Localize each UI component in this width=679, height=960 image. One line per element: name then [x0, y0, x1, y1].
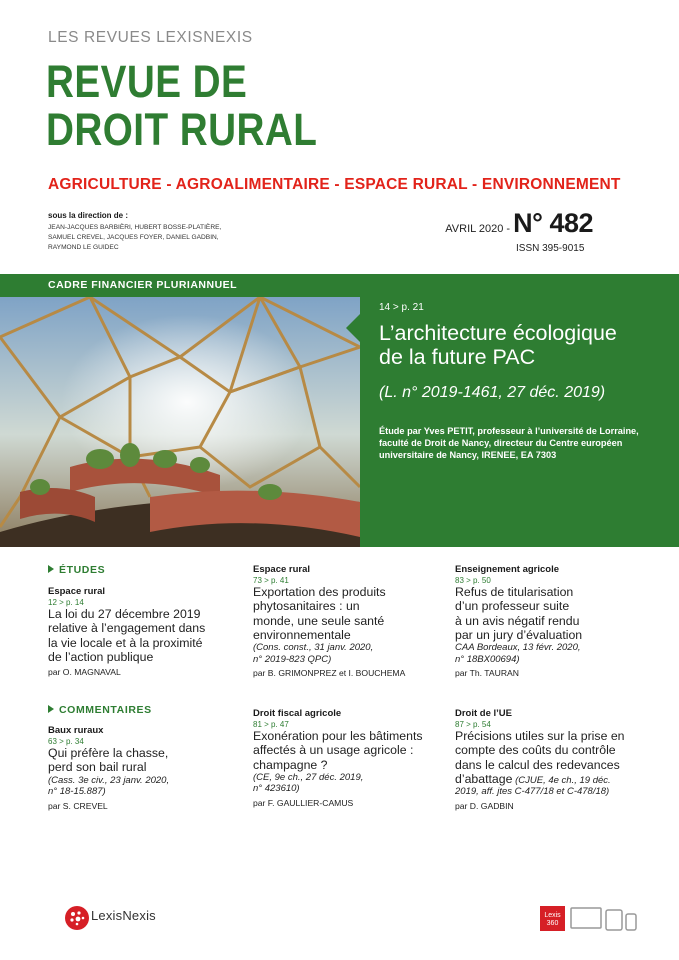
- issue-number: N° 482: [513, 208, 593, 238]
- article-title-line: affectés à un usage agricole :: [253, 743, 414, 758]
- article-citation-line: n° 18-15.887): [48, 786, 106, 798]
- lexis360-badge: [540, 906, 565, 931]
- article-title-line: d’un professeur suite: [455, 599, 570, 614]
- direction-names-line: SAMUEL CREVEL, JACQUES FOYER, DANIEL GADBIN,: [48, 233, 219, 241]
- journal-subtitle: AGRICULTURE - AGROALIMENTAIRE - ESPACE RURAL - ENVIRONNEMENT: [48, 176, 621, 193]
- issue-info: [445, 208, 593, 239]
- article-rubric: Espace rural: [48, 586, 106, 597]
- badge-line: Lexis: [544, 912, 561, 919]
- section-commentaires: [48, 704, 152, 716]
- article-title: [48, 607, 228, 664]
- journal-title: [46, 58, 317, 154]
- article-citation: [253, 642, 433, 665]
- article-rubric: Enseignement agricole: [455, 564, 560, 575]
- article-ref: 73 > p. 41: [253, 576, 289, 585]
- devices-icon: [570, 906, 640, 937]
- series-name: LES REVUES LEXISNEXIS: [48, 29, 253, 46]
- article-ref: 81 > p. 47: [253, 720, 289, 729]
- article-author: par D. GADBIN: [455, 800, 514, 811]
- issue-date: AVRIL 2020 -: [445, 223, 514, 235]
- article-title-line: Qui préfère la chasse,: [48, 746, 169, 760]
- article-title-line: dans le calcul des redevances: [455, 757, 620, 772]
- triangle-icon: [48, 565, 54, 573]
- article-title: [455, 585, 635, 642]
- article-produits-phytosanitaires[interactable]: [253, 564, 433, 678]
- article-rubric: Baux ruraux: [48, 725, 104, 736]
- feature-citation: (L. n° 2019-1461, 27 déc. 2019): [379, 384, 606, 401]
- issn: ISSN 395-9015: [516, 243, 585, 254]
- article-title-line: perd son bail rural: [48, 760, 147, 775]
- article-title-line: Exportation des produits: [253, 585, 386, 599]
- article-citation-line: (Cass. 3e civ., 23 janv. 2020,: [48, 774, 170, 786]
- article-citation-line: n° 423610): [253, 783, 300, 795]
- article-citation-line: n° 18BX00694): [455, 653, 520, 665]
- article-title-line: champagne ?: [253, 757, 328, 772]
- direction-names-line: JEAN-JACQUES BARBIÈRI, HUBERT BOSSE-PLATIÈRE,: [48, 224, 222, 231]
- badge-line: 360: [546, 920, 559, 927]
- article-author: par O. MAGNAVAL: [48, 667, 121, 678]
- article-title-line: environnementale: [253, 627, 351, 642]
- article-exoneration-batiments[interactable]: [253, 708, 433, 808]
- article-author: par F. GAULLIER-CAMUS: [253, 797, 354, 808]
- feature-title[interactable]: [379, 322, 669, 369]
- article-citation-line: (Cons. const., 31 janv. 2020,: [253, 642, 374, 654]
- article-rubric: Droit fiscal agricole: [253, 708, 342, 719]
- feature-panel-pointer: [346, 314, 360, 342]
- article-ref: 87 > p. 54: [455, 720, 491, 729]
- article-citation-line: CAA Bordeaux, 13 févr. 2020,: [455, 642, 581, 654]
- journal-title-line2: DROIT RURAL: [46, 104, 318, 155]
- section-etudes: [48, 564, 105, 576]
- feature-author-line: universitaire de Nancy, IRENEE, EA 7303: [379, 449, 557, 460]
- article-title-line: La loi du 27 décembre 2019: [48, 607, 201, 621]
- feature-author: [379, 426, 671, 461]
- article-title-line: compte des coûts du contrôle: [455, 743, 616, 758]
- feature-author-line: faculté de Droit de Nancy, directeur du Centre européen: [379, 437, 623, 448]
- lexisnexis-logo-icon: [64, 905, 90, 936]
- article-title-line: Précisions utiles sur la prise en: [455, 729, 625, 743]
- journal-title-line1: REVUE DE: [46, 56, 248, 107]
- article-title: [253, 729, 433, 772]
- article-title-line: Refus de titularisation: [455, 585, 574, 599]
- article-title-line: relative à l’engagement dans: [48, 621, 206, 636]
- article-ref: 63 > p. 34: [48, 737, 84, 746]
- article-title: [48, 746, 228, 775]
- article-citation-line: 2019, aff. jtes C-477/18 et C-478/18): [455, 786, 610, 798]
- article-title-line: par un jury d’évaluation: [455, 627, 583, 642]
- article-citation-line: (CE, 9e ch., 27 déc. 2019,: [253, 771, 364, 783]
- feature-ref: 14 > p. 21: [379, 302, 424, 313]
- article-author: par B. GRIMONPREZ et I. BOUCHEMA: [253, 668, 406, 679]
- article-title-line: à un avis négatif rendu: [455, 613, 580, 628]
- article-citation: [455, 642, 635, 665]
- article-title: [455, 729, 660, 786]
- article-rubric: Espace rural: [253, 564, 311, 575]
- article-ref: 12 > p. 14: [48, 598, 84, 607]
- article-citation: [455, 786, 660, 798]
- article-citation-inline: (CJUE, 4e ch., 19 déc.: [512, 774, 611, 786]
- greenhouse-dome-photo: [0, 297, 360, 547]
- article-title-line: la vie locale et à la proximité: [48, 635, 203, 650]
- article-title-last: d’abattage: [455, 771, 513, 786]
- feature-author-line: Étude par Yves PETIT, professeur à l’université de Lorraine,: [379, 426, 639, 436]
- direction-names-line: RAYMOND LE GUIDEC: [48, 243, 119, 251]
- article-author: par Th. TAURAN: [455, 668, 519, 679]
- article-rubric: Droit de l’UE: [455, 708, 513, 719]
- publisher-name: LexisNexis: [91, 908, 156, 923]
- feature-title-line: L’architecture écologique: [379, 321, 617, 345]
- article-bail-rural[interactable]: [48, 725, 228, 811]
- article-title-line: monde, une seule santé: [253, 613, 385, 628]
- article-loi-engagement[interactable]: [48, 586, 228, 677]
- article-titularisation[interactable]: [455, 564, 635, 678]
- article-ref: 83 > p. 50: [455, 576, 491, 585]
- direction-names: [48, 223, 221, 252]
- article-citation: [48, 775, 228, 798]
- article-title: [253, 585, 433, 642]
- article-author: par S. CREVEL: [48, 800, 108, 811]
- feature-title-line: de la future PAC: [379, 344, 536, 369]
- section-etudes-label: ÉTUDES: [59, 564, 106, 576]
- article-citation-line: n° 2019-823 QPC): [253, 653, 332, 665]
- direction-label: sous la direction de :: [48, 211, 129, 220]
- article-citation: [253, 772, 433, 795]
- article-title-line: Exonération pour les bâtiments: [253, 729, 423, 743]
- article-title-line: phytosanitaires : un: [253, 599, 360, 614]
- section-commentaires-label: COMMENTAIRES: [59, 704, 152, 716]
- banner-label: CADRE FINANCIER PLURIANNUEL: [48, 279, 238, 291]
- triangle-icon: [48, 705, 54, 713]
- article-title-line: [455, 772, 660, 787]
- article-title-line: de l’action publique: [48, 649, 154, 664]
- article-redevances-abattage[interactable]: [455, 708, 660, 811]
